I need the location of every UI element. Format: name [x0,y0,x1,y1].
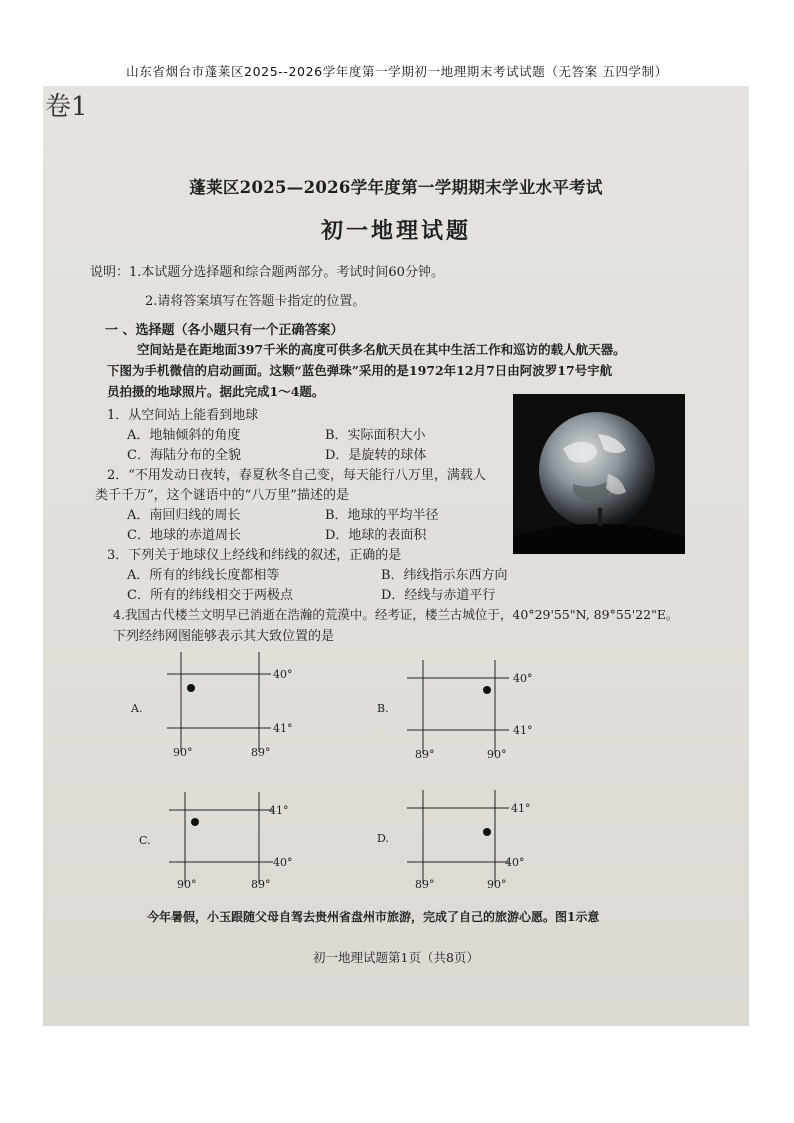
note-2: 2.请将答案填写在答题卡指定的位置。 [145,294,366,309]
grid-d-right-lon: 90° [487,878,507,891]
grid-c-right-lon: 89° [251,878,271,891]
section-heading: 一 、选择题（各小题只有一个正确答案） [105,323,344,338]
grid-a-top-lat: 40° [273,668,293,681]
page-footer: 初一地理试题第1页（共8页） [313,950,479,965]
q1-option-b: B．实际面积大小 [325,428,426,443]
q1-option-a: A．地轴倾斜的角度 [127,428,241,443]
grid-b-bottom-lat: 41° [513,724,533,737]
grid-d-left-lon: 89° [415,878,435,891]
grid-b-right-lon: 90° [487,748,507,761]
grid-d-location-dot [483,828,491,836]
q2-option-b: B．地球的平均半径 [325,508,439,523]
grid-a-right-lon: 89° [251,746,271,759]
q3-option-b: B．纬线指示东西方向 [381,568,508,583]
grid-option-c [139,792,339,902]
q2-option-c: C．地球的赤道周长 [127,528,241,543]
q2-stem-line-1: 2．“不用发动日夜转，春夏秋冬自己变，每天能行八万里，满载人 [107,468,486,483]
grid-a-bottom-lat: 41° [273,722,293,735]
q3-option-a: A．所有的纬线长度都相等 [127,568,280,583]
grid-b-left-lon: 89° [415,748,435,761]
grid-c-letter: C. [139,834,151,847]
q1-option-d: D．是旋转的球体 [325,448,427,463]
q3-option-d: D．经线与赤道平行 [381,588,496,603]
grid-option-d [377,790,577,902]
grid-option-b [377,660,577,770]
note-1: 说明：1.本试题分选择题和综合题两部分。考试时间60分钟。 [90,265,444,280]
subject-title: 初一地理试题 [320,218,471,244]
grid-d-letter: D. [377,832,389,845]
exam-page-photo [43,86,749,1026]
exam-title: 蓬莱区2025—2026学年度第一学期期末学业水平考试 [189,178,603,197]
q2-option-d: D．地球的表面积 [325,528,427,543]
grid-a-letter: A. [131,702,143,715]
grid-b-location-dot [483,686,491,694]
grid-c-top-lat: 41° [269,804,289,817]
grid-c-location-dot [191,818,199,826]
grid-option-a [131,652,331,762]
q1-option-c: C．海陆分布的全貌 [127,448,241,463]
intro-line-2: 下图为手机微信的启动画面。这颗“蓝色弹珠”采用的是1972年12月7日由阿波罗17号宇航 [107,363,613,378]
intro-line-3: 员拍摄的地球照片。据此完成1～4题。 [107,384,325,399]
grid-b-top-lat: 40° [513,672,533,685]
grid-d-top-lat: 41° [511,802,531,815]
grid-a-location-dot [187,684,195,692]
q3-option-c: C．所有的纬线相交于两极点 [127,588,293,603]
grid-a-left-lon: 90° [173,746,193,759]
q2-option-a: A．南回归线的周长 [127,508,241,523]
corner-mark: 卷1 [45,92,88,122]
grid-c-bottom-lat: 40° [273,856,293,869]
grid-d-bottom-lat: 40° [505,856,525,869]
document-header: 山东省烟台市蓬莱区2025--2026学年度第一学期初一地理期末考试试题（无答案 五四学制） [126,64,668,79]
intro-line-1: 空间站是在距地面397千米的高度可供多名航天员在其中生活工作和巡访的载人航天器。 [137,342,626,357]
earth-photo [513,394,685,554]
q2-stem-line-2: 类千千万”，这个谜语中的“八万里”描述的是 [95,488,349,503]
q4-stem-line-2: 下列经纬网图能够表示其大致位置的是 [113,629,335,644]
trailing-paragraph: 今年暑假，小玉跟随父母自驾去贵州省盘州市旅游，完成了自己的旅游心愿。图1示意 [147,910,600,924]
q1-stem: 1．从空间站上能看到地球 [107,408,259,423]
grid-c-left-lon: 90° [177,878,197,891]
q3-stem: 3．下列关于地球仪上经线和纬线的叙述，正确的是 [107,548,402,563]
grid-b-letter: B. [377,702,389,715]
q4-stem-line-1: 4.我国古代楼兰文明早已消逝在浩瀚的荒漠中。经考证，楼兰古城位于，40°29'55"N, 89°55'22"E。 [113,607,679,622]
